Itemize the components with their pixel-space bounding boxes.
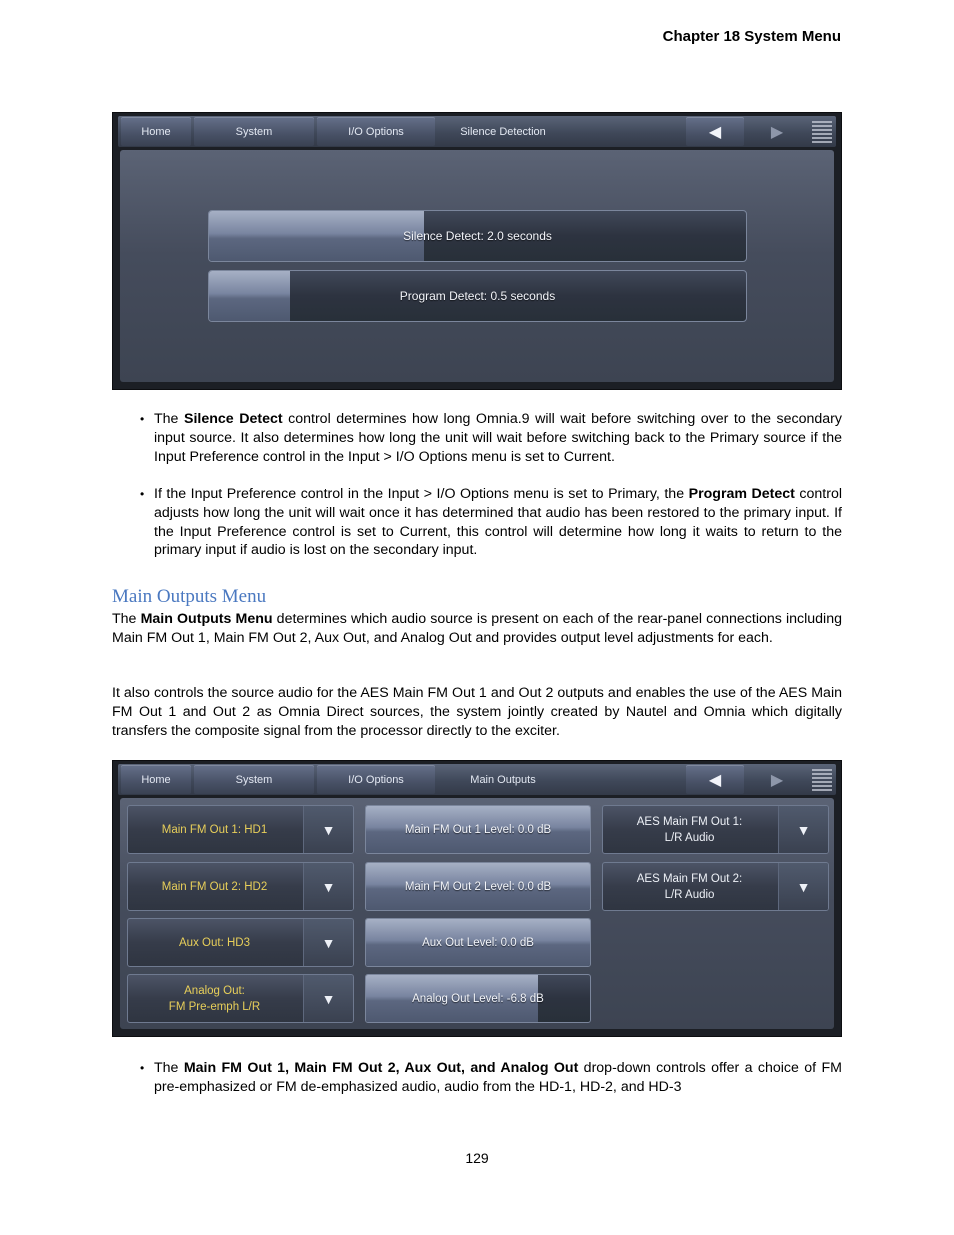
bullet-dropdown-controls: • The Main FM Out 1, Main FM Out 2, Aux Out, and Analog Out drop-down controls offer a choice of FM pre-emphasized or FM de-emphasized audio, audio from the HD-1, HD-2, and HD-3 (140, 1060, 842, 1095)
aes-main-fm-out-1-dropdown[interactable] (602, 805, 829, 854)
dropdown-label: Analog Out: FM Pre-emph L/R (168, 984, 261, 1013)
level-label: Analog Out Level: -6.8 dB (412, 992, 544, 1005)
forward-button[interactable] (748, 117, 806, 146)
content-area (120, 798, 834, 1029)
chapter-header: Chapter 18 System Menu (662, 28, 841, 45)
nav-io-options-button[interactable]: I/O Options (317, 117, 435, 146)
forward-arrow-icon: ▶ (770, 771, 784, 789)
forward-arrow-icon: ▶ (770, 123, 784, 141)
level-label: Aux Out Level: 0.0 dB (422, 936, 534, 949)
dropdown-label: AES Main FM Out 2: L/R Audio (636, 872, 743, 901)
dropdown-label: AES Main FM Out 1: L/R Audio (636, 815, 743, 844)
back-arrow-icon: ◀ (708, 123, 722, 141)
program-detect-slider[interactable] (208, 270, 747, 322)
level-label: Main FM Out 2 Level: 0.0 dB (404, 880, 552, 893)
bullet-dot: • (140, 1061, 145, 1075)
dropdown-label: Main FM Out 1: HD1 (161, 823, 268, 836)
nav-home-button[interactable]: Home (121, 765, 191, 794)
silence-detection-screenshot (112, 112, 842, 390)
bullet-program-detect: • If the Input Preference control in the Input > I/O Options menu is set to Primary, the Program Detect control adjusts how long the unit will wait once it has determined that audio has been restored to the primary input. If the Input Preference control is set to Current, this control will determine how long it waits to return to the primary input if audio is lost on the secondary input. (140, 486, 842, 559)
analog-out-dropdown[interactable] (127, 974, 354, 1023)
main-fm-out-1-level-slider[interactable] (365, 805, 591, 854)
menu-button[interactable] (808, 765, 836, 794)
back-button[interactable] (686, 765, 744, 794)
bullet-dot: • (140, 487, 145, 501)
level-label: Main FM Out 1 Level: 0.0 dB (404, 823, 552, 836)
chevron-down-icon: ▼ (778, 863, 828, 910)
bold-term: Main FM Out 1, Main FM Out 2, Aux Out, and Analog Out (183, 1060, 579, 1076)
chevron-down-icon: ▼ (303, 863, 353, 910)
menu-icon (812, 121, 832, 143)
bold-term: Program Detect (688, 486, 795, 502)
chevron-down-icon: ▼ (303, 919, 353, 966)
bullet-silence-detect: • The Silence Detect control determines how long Omnia.9 will wait before switching over to the secondary input source. It also determines how long the unit will wait before switching back to the Primary source if the Input Preference control in the Input > I/O Options menu is set to Current. (140, 411, 842, 465)
chevron-down-icon: ▼ (303, 975, 353, 1022)
program-detect-label: Program Detect: 0.5 seconds (399, 289, 556, 303)
main-fm-out-2-dropdown[interactable] (127, 862, 354, 911)
nav-system-button[interactable]: System (194, 765, 314, 794)
analog-out-level-slider[interactable] (365, 974, 591, 1023)
paragraph-main-outputs: The Main Outputs Menu determines which audio source is present on each of the rear-panel connections including Main FM Out 1, Main FM Out 2, Aux Out, and Analog Out and provides output level adjustments for each. (112, 611, 842, 646)
main-outputs-screenshot (112, 760, 842, 1037)
main-fm-out-2-level-slider[interactable] (365, 862, 591, 911)
nav-system-button[interactable]: System (194, 117, 314, 146)
bold-term: Main Outputs Menu (140, 611, 273, 627)
chevron-down-icon: ▼ (303, 806, 353, 853)
silence-detect-label: Silence Detect: 2.0 seconds (403, 229, 552, 243)
silence-detect-slider[interactable] (208, 210, 747, 262)
nav-bar (118, 764, 836, 795)
aux-out-level-slider[interactable] (365, 918, 591, 967)
chevron-down-icon: ▼ (778, 806, 828, 853)
nav-io-options-button[interactable]: I/O Options (317, 765, 435, 794)
bullet-dot: • (140, 412, 145, 426)
paragraph-aes: It also controls the source audio for the AES Main FM Out 1 and Out 2 outputs and enables the use of the AES Main FM Out 1 and Out 2 as Omnia Direct sources, the system jointly created by Nautel and Omnia which digitally transfers the composite signal from the processor directly to the exciter. (112, 685, 842, 739)
aux-out-dropdown[interactable] (127, 918, 354, 967)
bold-term: Silence Detect (184, 411, 283, 427)
back-arrow-icon: ◀ (708, 771, 722, 789)
aes-main-fm-out-2-dropdown[interactable] (602, 862, 829, 911)
dropdown-label: Main FM Out 2: HD2 (161, 880, 268, 893)
menu-icon (812, 769, 832, 791)
main-fm-out-1-dropdown[interactable] (127, 805, 354, 854)
back-button[interactable] (686, 117, 744, 146)
nav-bar (118, 116, 836, 147)
dropdown-label: Aux Out: HD3 (179, 936, 250, 949)
nav-current-page: Main Outputs (470, 773, 536, 786)
content-area (120, 150, 834, 382)
section-heading: Main Outputs Menu (112, 586, 267, 607)
page-number: 129 (465, 1150, 489, 1166)
forward-button[interactable] (748, 765, 806, 794)
nav-current-page: Silence Detection (460, 125, 546, 138)
menu-button[interactable] (808, 117, 836, 146)
nav-home-button[interactable]: Home (121, 117, 191, 146)
